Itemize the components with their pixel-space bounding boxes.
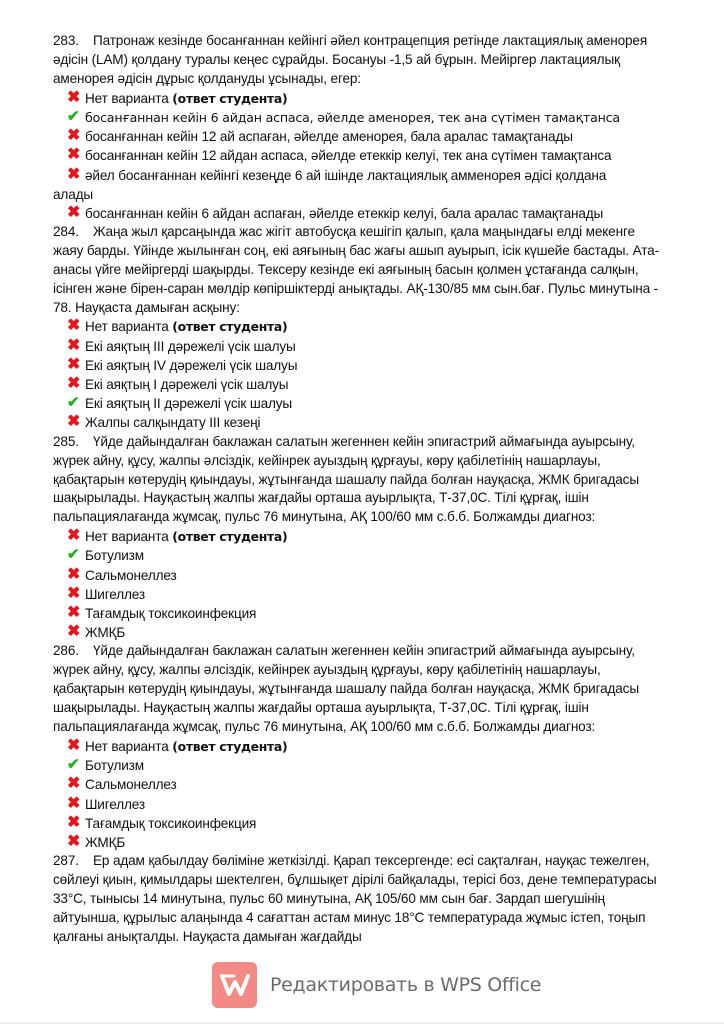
option-incorrect: [53, 585, 663, 604]
option-incorrect: [53, 413, 663, 432]
question-number: 284.: [53, 223, 79, 239]
option-text: Сальмонеллез: [85, 777, 177, 793]
document-content: [53, 32, 663, 947]
edit-in-wps-button[interactable]: [212, 962, 541, 1008]
cross-icon: ✖: [67, 165, 81, 183]
cross-icon: ✖: [67, 375, 81, 393]
option-incorrect: [53, 204, 663, 223]
option-text: Екі аяқтың III дәрежелі үсік шалуы: [85, 338, 296, 354]
question-285: [53, 433, 663, 643]
student-answer-note: (ответ студента): [172, 738, 288, 754]
option-text: ЖМҚБ: [85, 625, 126, 641]
cross-icon: ✖: [67, 604, 81, 622]
check-icon: ✔: [67, 107, 80, 125]
wps-w-glyph-icon: [220, 973, 250, 997]
cross-icon: ✖: [67, 88, 81, 106]
question-number: 286.: [53, 643, 79, 659]
option-incorrect: [53, 356, 663, 375]
check-icon: ✔: [67, 756, 80, 774]
option-text: Екі аяқтың II дәрежелі үсік шалуы: [85, 396, 293, 412]
option-text: Сальмонеллез: [85, 567, 177, 583]
cross-icon: ✖: [67, 832, 81, 850]
option-incorrect: [53, 337, 663, 356]
question-number: 285.: [53, 433, 79, 449]
cross-icon: ✖: [67, 584, 81, 602]
option-text: әйел босанғаннан кейінгі кезеңде 6 ай ішінде лактациялық амменорея әдісі қолдана: [85, 167, 607, 183]
option-correct: [53, 756, 663, 775]
option-correct: [53, 394, 663, 413]
question-284: [53, 223, 663, 433]
option-text: ЖМҚБ: [85, 834, 126, 850]
option-text: Нет варианта: [85, 738, 169, 754]
option-incorrect: [53, 623, 663, 642]
wps-logo-icon: [212, 962, 257, 1008]
cross-icon: ✖: [67, 317, 81, 335]
option-incorrect: [53, 127, 663, 146]
question-body: Жаңа жыл қарсаңында жас жігіт автобусқа кешігіп қалып, қала маңындағы елді мекенге жаяу барды. Үйінде жылынған соң, екі аяғының бас жағы ашып ауырып, ісік күшейе бастады. Ата-анасы үйге мейіргерді шақырды. Тексеру кезінде екі аяғының басын қолмен ұстағанда салқын, ісінген және бірен-саран мөлдір көпіршіктерді анықтады. АҚ-130/85 мм сын.бағ. Пульс минутына - 78. Науқаста дамыған асқыну:: [53, 223, 659, 315]
check-icon: ✔: [67, 546, 80, 564]
option-text: Шигеллез: [85, 586, 145, 602]
question-text: [53, 32, 663, 89]
cross-icon: ✖: [67, 527, 81, 545]
option-correct: [53, 546, 663, 565]
option-text: Екі аяқтың IV дәрежелі үсік шалуы: [85, 357, 298, 373]
cross-icon: ✖: [67, 203, 81, 221]
option-incorrect: [53, 814, 663, 833]
question-number: 283.: [53, 33, 79, 48]
check-icon: ✔: [67, 394, 80, 412]
option-incorrect: [53, 375, 663, 394]
question-text: [53, 852, 663, 947]
question-text: [53, 433, 663, 528]
option-incorrect: [53, 317, 663, 336]
cross-icon: ✖: [67, 565, 81, 583]
wps-edit-banner: [0, 944, 724, 1024]
question-text: [53, 642, 663, 737]
option-text: босанғаннан кейін 12 ай аспаған, әйелде аменорея, бала аралас тамақтанады: [85, 129, 573, 145]
cross-icon: ✖: [67, 775, 81, 793]
question-283: [53, 32, 663, 223]
question-text: [53, 223, 663, 318]
option-text: Екі аяқтың I дәрежелі үсік шалуы: [85, 377, 289, 393]
cross-icon: ✖: [67, 623, 81, 641]
option-incorrect: [53, 737, 663, 756]
cross-icon: ✖: [67, 413, 81, 431]
cross-icon: ✖: [67, 355, 81, 373]
question-286: [53, 642, 663, 852]
option-text: Ботулизм: [85, 758, 144, 774]
question-body: Патронаж кезінде босанғаннан кейінгі әйел контрацепция ретінде лактациялық аменорея әдісін (LAM) қолдану туралы кеңес сұрайды. Босануы -1,5 ай бұрын. Мейіргер лактациялық аменорея әдісін дұрыс қолдануды ұсынады, егер:: [53, 33, 648, 86]
option-incorrect: [53, 775, 663, 794]
cross-icon: ✖: [67, 127, 81, 145]
question-body: Үйде дайындалған баклажан салатын жегеннен кейін эпигастрий аймағында ауырсыну, жүрек айну, құсу, жалпы әлсіздік, кейінрек ауыздың құрғауы, көру қабілетінің нашарлауы, қабақтарын көтерудің қиындауы, жұтынғанда шашалу пайда болған науқасқа, ЖМК бригадасы шақырылады. Науқастың жалпы жағдайы орташа ауырлықта, Т-37,0С. Тілі құрғақ, ішін пальпациялағанда жұмсақ, пульс 76 минутына, АҚ 100/60 мм с.б.б. Болжамды диагноз:: [53, 433, 639, 525]
option-incorrect: [53, 604, 663, 623]
option-text: Нет варианта: [85, 319, 169, 335]
option-text: Шигеллез: [85, 796, 145, 812]
edit-in-wps-label: Редактировать в WPS Office: [270, 974, 542, 996]
option-text: босанғаннан кейін 6 айдан аспаса, әйелде аменорея, тек ана сүтімен тамақтанса: [85, 109, 620, 125]
option-text: Жалпы салқындату III кезеңі: [85, 415, 261, 431]
option-text: Тағамдық токсикоинфекция: [85, 606, 257, 622]
question-body: Ер адам қабылдау бөліміне жеткізілді. Қарап тексергенде: есі сақталған, науқас тежелген, сөйлеуі қиын, қимылдары шектелген, бұлшықет дірілі байқалады, терісі боз, дене температурасы 33°С, тынысы 14 минутына, пульс 60 минутына, АҚ 105/60 мм сын бағ. Зардап шегушінің айтуынша, құрылыс алаңында 4 сағаттан астам минус 18°С температурада жұмыс істеп, тоңып қалғаны анықталды. Науқаста дамыған жағдайды: [53, 853, 657, 944]
cross-icon: ✖: [67, 336, 81, 354]
student-answer-note: (ответ студента): [172, 90, 288, 106]
option-incorrect: [53, 566, 663, 585]
student-answer-note: (ответ студента): [172, 319, 288, 335]
option-incorrect: [53, 527, 663, 546]
cross-icon: ✖: [67, 813, 81, 831]
option-incorrect: [53, 166, 663, 185]
student-answer-note: (ответ студента): [172, 529, 288, 545]
cross-icon: ✖: [67, 794, 81, 812]
option-correct: [53, 108, 663, 127]
option-text: Нет варианта: [85, 529, 169, 545]
option-text-continuation: алады: [53, 186, 94, 202]
question-number: 287.: [53, 853, 79, 869]
option-text: босанғаннан кейін 6 айдан аспаған, әйелде етеккір келуі, бала аралас тамақтанады: [85, 205, 604, 221]
cross-icon: ✖: [67, 146, 81, 164]
option-text: Ботулизм: [85, 548, 144, 564]
option-incorrect: [53, 795, 663, 814]
cross-icon: ✖: [67, 736, 81, 754]
option-text: Тағамдық токсикоинфекция: [85, 815, 257, 831]
option-incorrect: [53, 146, 663, 165]
option-incorrect: [53, 833, 663, 852]
option-text: босанғаннан кейін 12 айдан аспаса, әйелде етеккір келуі, тек ана сүтімен тамақтанса: [85, 148, 612, 164]
question-body: Үйде дайындалған баклажан салатын жегеннен кейін эпигастрий аймағында ауырсыну, жүрек айну, құсу, жалпы әлсіздік, кейінрек ауыздың құрғауы, көру қабілетінің нашарлауы, қабақтарын көтерудің қиындауы, жұтынғанда шашалу пайда болған науқасқа, ЖМК бригадасы шақырылады. Науқастың жалпы жағдайы орташа ауырлықта, Т-37,0С. Тілі құрғақ, ішін пальпациялағанда жұмсақ, пульс 76 минутына, АҚ 100/60 мм с.б.б. Болжамды диагноз:: [53, 643, 639, 735]
option-incorrect: [53, 89, 663, 108]
question-287: [53, 852, 663, 947]
option-text: Нет варианта: [85, 90, 169, 106]
